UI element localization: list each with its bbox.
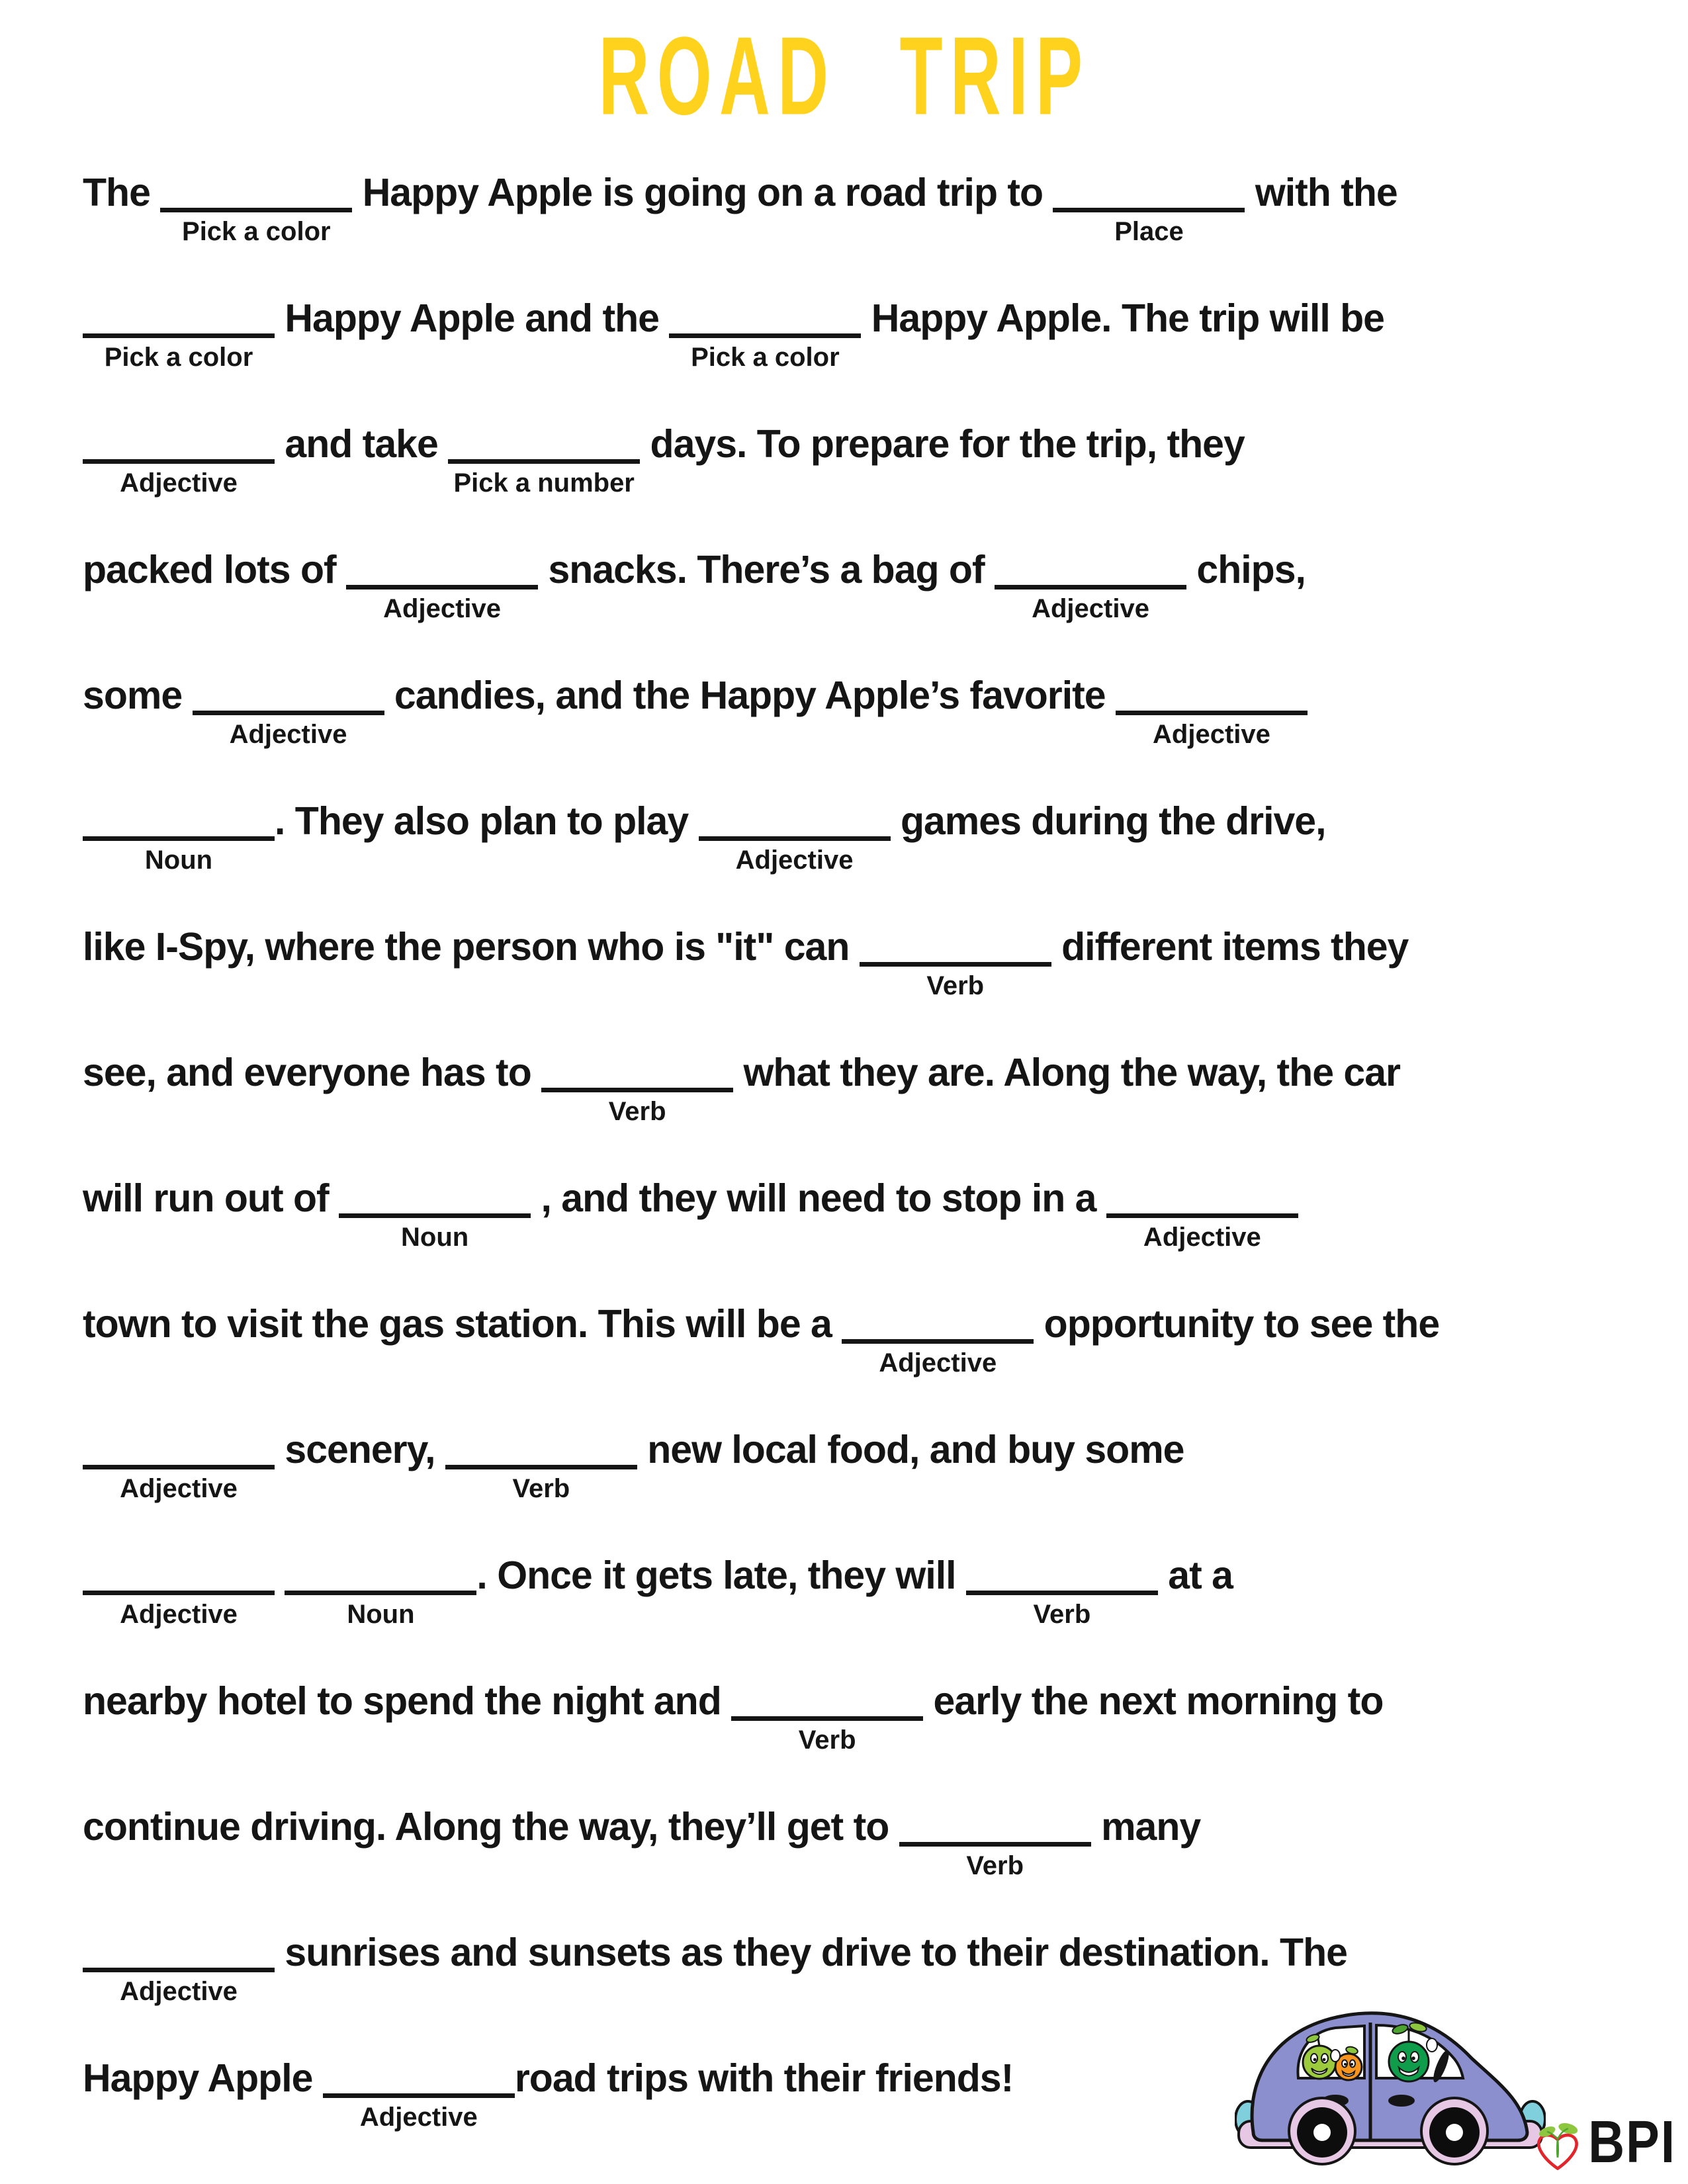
story-text: Happy Apple and the	[275, 296, 670, 340]
fill-in-blank[interactable]	[83, 1968, 275, 2006]
fill-in-blank[interactable]	[83, 1465, 275, 1503]
blank-type-label: Verb	[966, 1851, 1024, 1880]
blank-type-label: Adjective	[120, 1600, 238, 1629]
blank-type-label: Adjective	[120, 468, 238, 498]
fill-in-blank[interactable]	[899, 1842, 1091, 1880]
story-text: sunrises and sunsets as they drive to their destination. The	[275, 1931, 1347, 1974]
story-text: days. To prepare for the trip, they	[640, 422, 1245, 466]
worksheet-line	[83, 769, 1611, 895]
blank-type-label: Adjective	[359, 2103, 478, 2132]
fill-in-blank[interactable]	[995, 585, 1186, 623]
fill-in-blank[interactable]	[966, 1591, 1158, 1629]
story-text: continue driving. Along the way, they’ll get to	[83, 1805, 899, 1849]
worksheet-line	[83, 266, 1611, 392]
story-text: what they are. Along the way, the car	[733, 1051, 1401, 1094]
fill-in-blank[interactable]	[1106, 1213, 1298, 1252]
worksheet-line	[83, 140, 1611, 266]
story-text: nearby hotel to spend the night and	[83, 1679, 732, 1723]
story-text: town to visit the gas station. This will be a	[83, 1302, 842, 1346]
story-text: The	[83, 171, 161, 214]
story-text: snacks. There’s a bag of	[538, 548, 995, 591]
page-header	[0, 12, 1688, 138]
blank-type-label: Pick a color	[104, 343, 253, 372]
story-text	[275, 1553, 285, 1597]
blank-type-label: Adjective	[229, 720, 347, 749]
fill-in-blank[interactable]	[1116, 711, 1308, 749]
story-text: opportunity to see the	[1034, 1302, 1440, 1346]
worksheet-line	[83, 517, 1611, 643]
blank-type-label: Adjective	[120, 1977, 238, 2006]
fill-in-blank[interactable]	[1053, 208, 1245, 246]
worksheet-line	[83, 1272, 1611, 1397]
fill-in-blank[interactable]	[83, 836, 275, 875]
blank-type-label: Verb	[1033, 1600, 1091, 1629]
car-icon	[1235, 2000, 1546, 2165]
apple-heart-sprout-icon	[1530, 2122, 1585, 2173]
blank-type-label: Pick a color	[182, 217, 331, 246]
story-text: new local food, and buy some	[637, 1428, 1184, 1471]
blank-type-label: Noun	[347, 1600, 415, 1629]
blank-type-label: Adjective	[120, 1474, 238, 1503]
story-text: and take	[275, 422, 449, 466]
blank-type-label: Pick a number	[453, 468, 635, 498]
story-text: . Once it gets late, they will	[476, 1553, 966, 1597]
worksheet-line	[83, 1774, 1611, 1900]
fill-in-blank[interactable]	[445, 1465, 637, 1503]
story-text: scenery,	[275, 1428, 445, 1471]
bpi-logo	[1530, 2109, 1676, 2176]
story-text: Happy Apple. The trip will be	[861, 296, 1384, 340]
blank-type-label: Adjective	[1032, 594, 1149, 623]
fill-in-blank[interactable]	[699, 836, 891, 875]
fill-in-blank[interactable]	[160, 208, 352, 246]
fill-in-blank[interactable]	[285, 1591, 476, 1629]
story-text: see, and everyone has to	[83, 1051, 542, 1094]
fill-in-blank[interactable]	[83, 459, 275, 498]
blank-type-label: Noun	[144, 846, 213, 875]
fill-in-blank[interactable]	[323, 2093, 515, 2132]
fill-in-blank[interactable]	[860, 962, 1051, 1000]
blank-type-label: Place	[1114, 217, 1184, 246]
fill-in-blank[interactable]	[193, 711, 384, 749]
story-text: at a	[1157, 1553, 1233, 1597]
worksheet-line	[83, 1523, 1611, 1649]
story-text: candies, and the Happy Apple’s favorite	[384, 674, 1116, 717]
blank-type-label: Pick a color	[691, 343, 840, 372]
worksheet-line	[83, 1146, 1611, 1272]
story-text: with the	[1245, 171, 1398, 214]
story-text: different items they	[1051, 925, 1409, 969]
story-text: games during the drive,	[890, 799, 1326, 843]
fill-in-blank[interactable]	[83, 333, 275, 372]
blank-type-label: Verb	[608, 1097, 666, 1126]
fill-in-blank[interactable]	[83, 1591, 275, 1629]
fill-in-blank[interactable]	[339, 1213, 531, 1252]
story-text: chips,	[1186, 548, 1306, 591]
fill-in-blank[interactable]	[731, 1716, 923, 1755]
story-text: road trips with their friends!	[514, 2056, 1014, 2100]
story-text: Happy Apple is going on a road trip to	[352, 171, 1053, 214]
blank-type-label: Adjective	[1143, 1223, 1261, 1252]
fill-in-blank[interactable]	[346, 585, 538, 623]
story-text: will run out of	[83, 1176, 339, 1220]
bpi-logo-text: BPI	[1588, 2109, 1676, 2175]
fill-in-blank[interactable]	[669, 333, 861, 372]
story-text: , and they will need to stop in a	[531, 1176, 1106, 1220]
worksheet-line	[83, 1649, 1611, 1774]
story-text: like I-Spy, where the person who is "it" can	[83, 925, 860, 969]
blank-type-label: Noun	[401, 1223, 469, 1252]
story-text: . They also plan to play	[275, 799, 699, 843]
story-text: packed lots of	[83, 548, 347, 591]
blank-type-label: Verb	[798, 1725, 856, 1755]
car-illustration	[1235, 2000, 1546, 2165]
story-text: early the next morning to	[923, 1679, 1384, 1723]
worksheet-line	[83, 392, 1611, 517]
blank-type-label: Adjective	[735, 846, 854, 875]
blank-type-label: Verb	[512, 1474, 570, 1503]
blank-type-label: Adjective	[1153, 720, 1270, 749]
blank-type-label: Adjective	[383, 594, 502, 623]
fill-in-blank[interactable]	[541, 1088, 733, 1126]
story-text: some	[83, 674, 193, 717]
blank-type-label: Verb	[926, 971, 985, 1000]
story-text: many	[1090, 1805, 1201, 1849]
worksheet-line	[83, 895, 1611, 1020]
worksheet-lines	[83, 140, 1611, 2152]
story-text: Happy Apple	[83, 2056, 323, 2100]
fill-in-blank[interactable]	[448, 459, 640, 498]
worksheet-line	[83, 1397, 1611, 1523]
page-title: ROAD TRIP	[598, 14, 1090, 138]
worksheet-line	[83, 1020, 1611, 1146]
worksheet-line	[83, 643, 1611, 769]
blank-type-label: Adjective	[879, 1348, 997, 1377]
fill-in-blank[interactable]	[842, 1339, 1034, 1377]
